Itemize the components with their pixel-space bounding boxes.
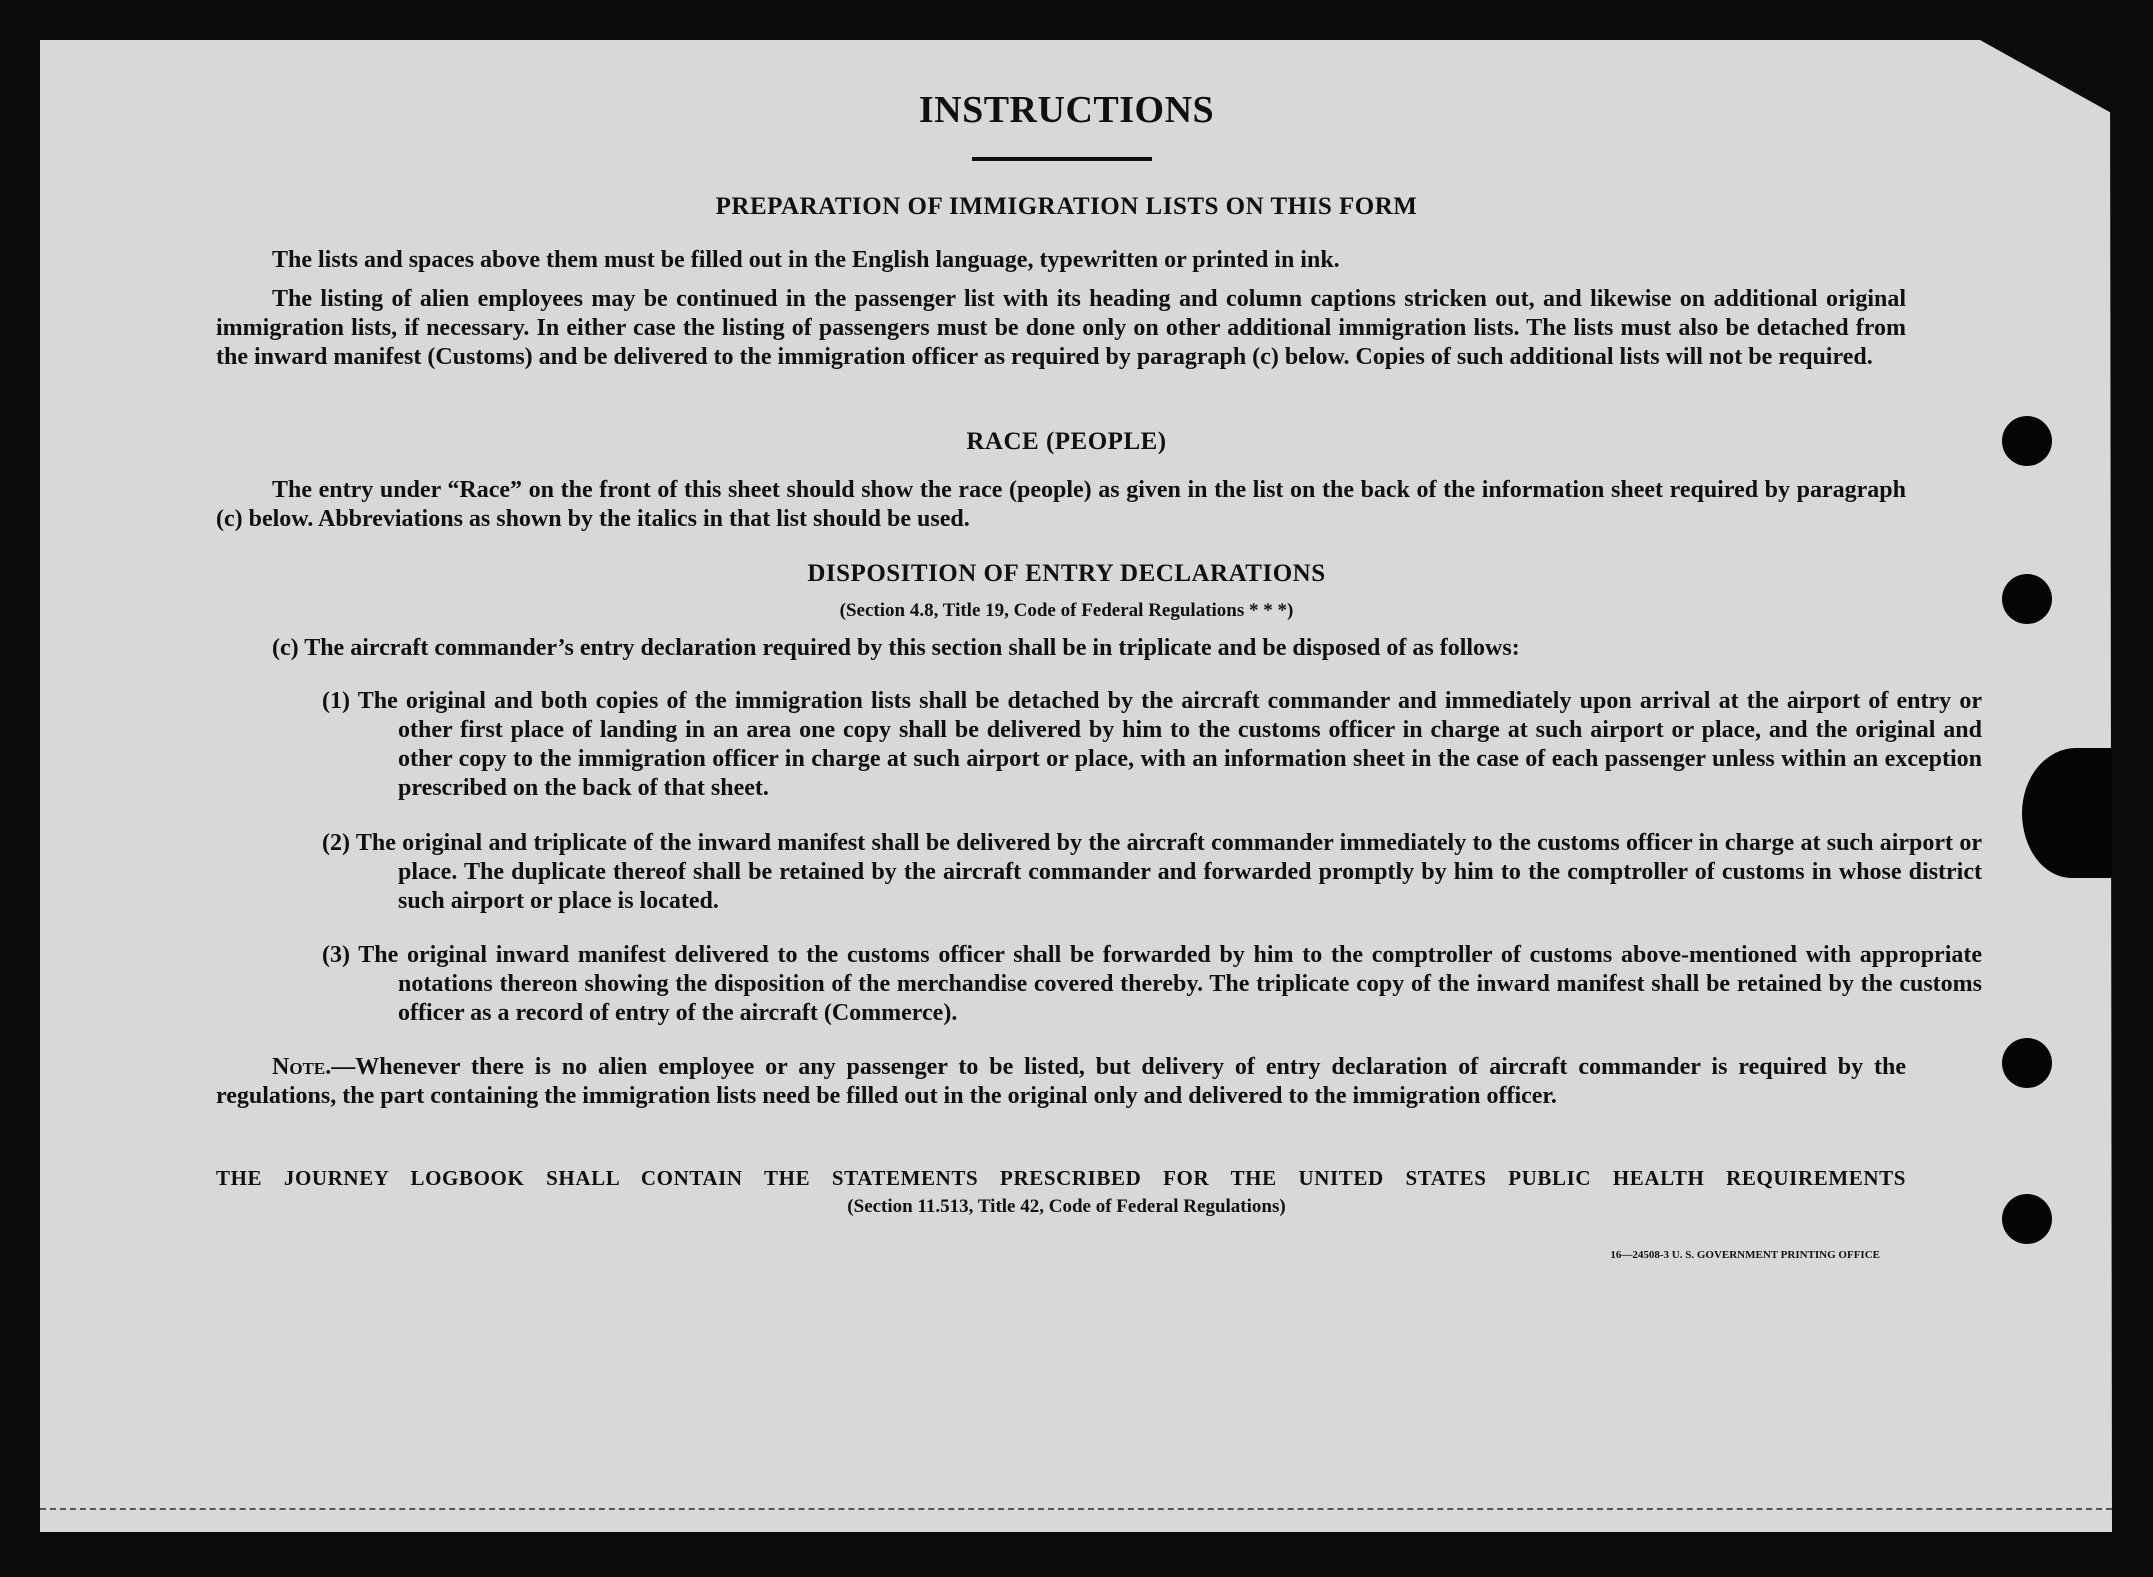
preparation-paragraph-2: The listing of alien employees may be continued in the passenger list with its heading and column captions stricken out, and likewise on additional original immigration lists, if necessary. In either case the listing of passengers must be done only on other additional immigration lists. The lists must also be detached from the inward manifest (Customs) and be delivered to the immigration officer as required by paragraph (c) below. Copies of such additional lists will not be required. [216,286,1906,370]
printing-office-imprint: 16—24508-3 U. S. GOVERNMENT PRINTING OFFICE [1610,1249,1880,1261]
preparation-paragraph-1: The lists and spaces above them must be filled out in the English language, typewritten or printed in ink. [272,247,1340,273]
race-heading: RACE (PEOPLE) [966,428,1167,455]
race-paragraph: The entry under “Race” on the front of this sheet should show the race (people) as given in the list on the back of the information sheet required by paragraph (c) below. Abbreviations as shown by the italics in that list should be used. [216,477,1906,532]
logbook-citation: (Section 11.513, Title 42, Code of Federal Regulations) [847,1196,1286,1217]
paragraph-c: (c) The aircraft commander’s entry declaration required by this section shall be in triplicate and be disposed of as follows: [272,635,1520,661]
page-title: INSTRUCTIONS [918,89,1215,131]
logbook-statement: THE JOURNEY LOGBOOK SHALL CONTAIN THE STATEMENTS PRESCRIBED FOR THE UNITED STATES PUBLIC HEALTH REQUIREMENTS [216,1166,1906,1190]
note-body: —Whenever there is no alien employee or any passenger to be listed, but delivery of entry declaration of aircraft commander is required by the regulations, the part containing the immigration lists need be filled out in the original only and delivered to the immigration officer. [216,1054,1906,1109]
preparation-heading: PREPARATION OF IMMIGRATION LISTS ON THIS FORM [715,193,1418,220]
note-paragraph [216,1053,1906,1111]
title-underline [972,157,1152,161]
disposition-heading: DISPOSITION OF ENTRY DECLARATIONS [807,560,1326,587]
list-item-2: (2) The original and triplicate of the inward manifest shall be delivered by the aircraft commander immediately to the customs officer in charge at such airport or place. The duplicate thereof shall be retained by the aircraft commander and forwarded promptly by him to the comptroller of customs in whose district such airport or place is located. [322,830,1982,914]
list-item-3: (3) The original inward manifest delivered to the customs officer shall be forwarded by him to the comptroller of customs above-mentioned with appropriate notations thereon showing the disposition of the merchandise covered thereby. The triplicate copy of the inward manifest shall be retained by the customs officer as a record of entry of the aircraft (Commerce). [322,942,1982,1026]
note-lead: Note. [272,1054,332,1080]
disposition-citation: (Section 4.8, Title 19, Code of Federal Regulations * * *) [839,600,1294,621]
list-item-1: (1) The original and both copies of the immigration lists shall be detached by the aircraft commander and immediately upon arrival at the airport of entry or other first place of landing in an area one copy shall be delivered by him to the customs officer in charge at such airport or place, and the original and other copy to the immigration officer in charge at such airport or place, with an information sheet in the case of each passenger unless within an exception prescribed on the back of that sheet. [322,688,1982,801]
